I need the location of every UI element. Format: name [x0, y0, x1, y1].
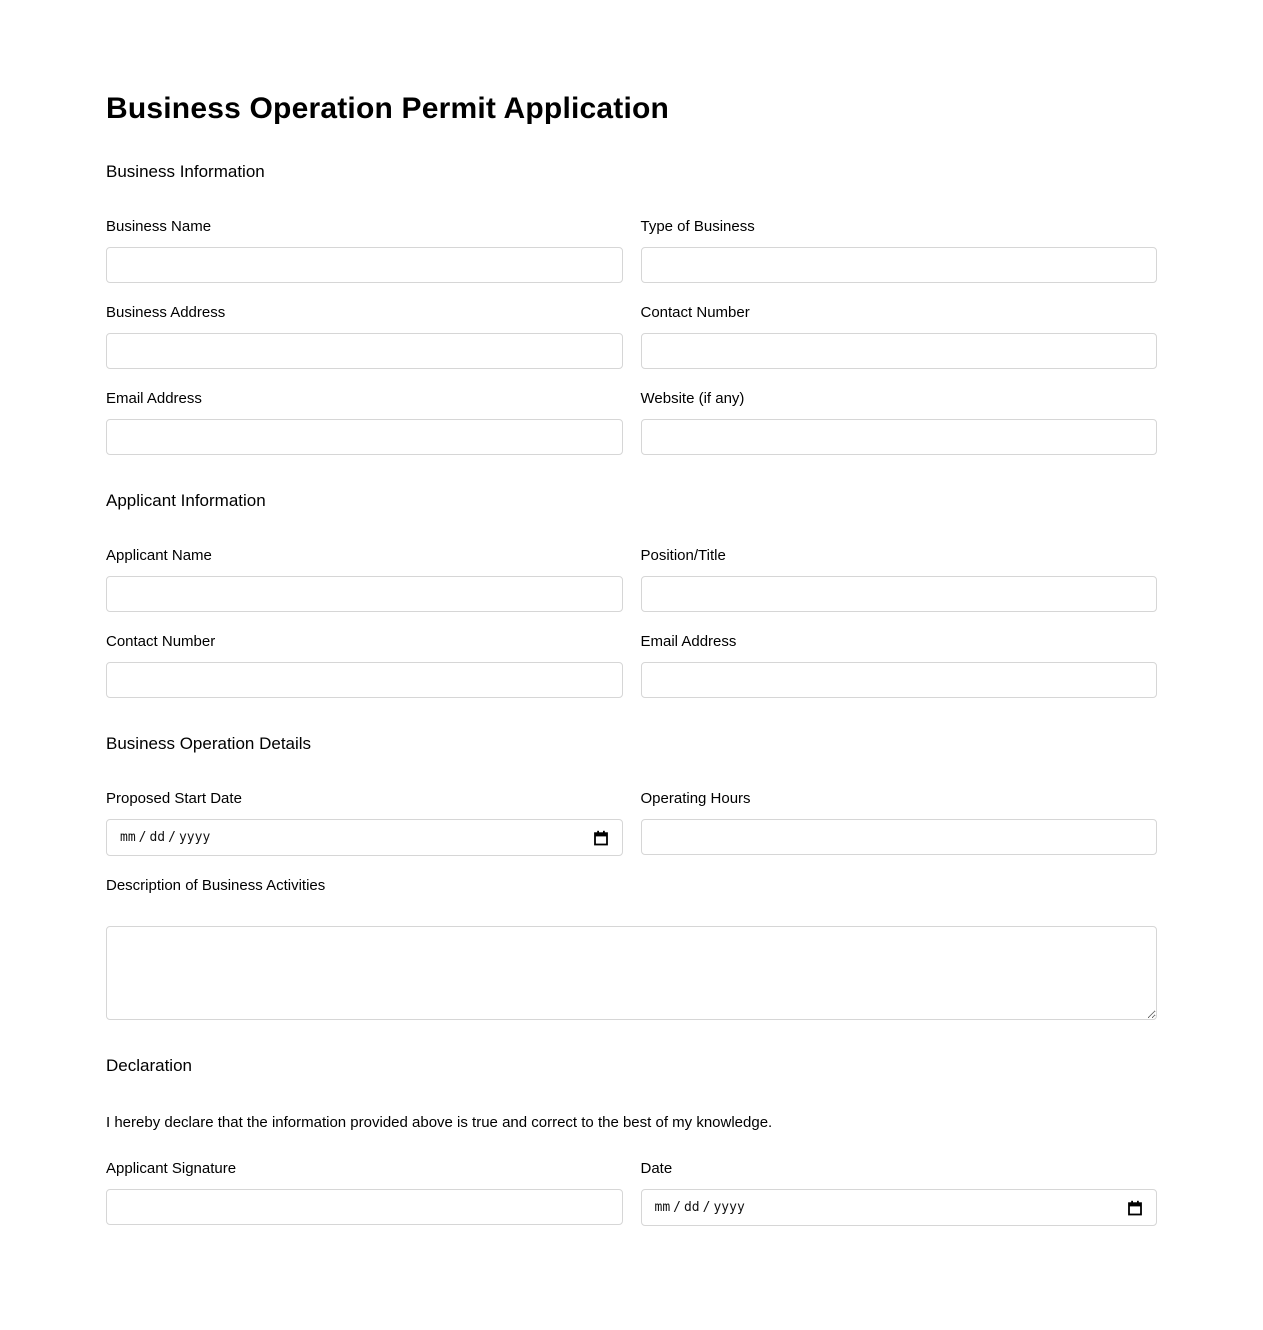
- business-address-field: [106, 304, 623, 369]
- business-email-input[interactable]: [106, 419, 623, 455]
- declaration-date-field: [641, 1160, 1158, 1226]
- business-operation-details-heading: Business Operation Details: [106, 734, 312, 753]
- applicant-signature-input[interactable]: [106, 1189, 623, 1225]
- form-row: [106, 218, 1157, 283]
- declaration-heading: Declaration: [106, 1056, 192, 1075]
- form-row: [106, 304, 1157, 369]
- website-field: [641, 390, 1158, 455]
- declaration-date-input[interactable]: [641, 1189, 1158, 1226]
- type-of-business-label: Type of Business: [640, 218, 755, 235]
- applicant-name-field: [106, 547, 623, 612]
- form-row: [106, 790, 1157, 856]
- operating-hours-label: Operating Hours: [640, 790, 751, 807]
- applicant-name-label: Applicant Name: [106, 547, 212, 564]
- applicant-name-input[interactable]: [106, 576, 623, 612]
- applicant-email-input[interactable]: [641, 662, 1158, 698]
- business-address-input[interactable]: [106, 333, 623, 369]
- position-title-input[interactable]: [641, 576, 1158, 612]
- applicant-email-field: [641, 633, 1158, 698]
- business-name-label: Business Name: [106, 218, 212, 235]
- applicant-information-heading: Applicant Information: [106, 491, 266, 510]
- type-of-business-input[interactable]: [641, 247, 1158, 283]
- business-email-field: [106, 390, 623, 455]
- website-label: Website (if any): [640, 390, 745, 407]
- page-title: Business Operation Permit Application: [106, 92, 670, 125]
- proposed-start-date-field: [106, 790, 623, 856]
- business-information-heading: Business Information: [106, 162, 265, 181]
- applicant-contact-number-field: [106, 633, 623, 698]
- date-placeholder: mm / dd / yyyy: [120, 830, 211, 845]
- business-activities-label: Description of Business Activities: [106, 877, 326, 894]
- position-title-label: Position/Title: [640, 547, 726, 564]
- declaration-text: I hereby declare that the information provided above is true and correct to the best of my knowledge.: [106, 1114, 773, 1131]
- declaration-date-label: Date: [640, 1160, 673, 1177]
- date-placeholder: mm / dd / yyyy: [654, 1200, 745, 1215]
- form-row: [106, 390, 1157, 455]
- form-row: [106, 547, 1157, 612]
- business-address-label: Business Address: [106, 304, 226, 321]
- form-row: [106, 1160, 1157, 1226]
- applicant-signature-field: [106, 1160, 623, 1226]
- business-activities-field: [106, 877, 1157, 1020]
- proposed-start-date-input[interactable]: [106, 819, 623, 856]
- applicant-contact-number-input[interactable]: [106, 662, 623, 698]
- business-name-field: [106, 218, 623, 283]
- proposed-start-date-label: Proposed Start Date: [106, 790, 242, 807]
- applicant-signature-label: Applicant Signature: [106, 1160, 237, 1177]
- position-title-field: [641, 547, 1158, 612]
- applicant-contact-number-label: Contact Number: [106, 633, 216, 650]
- website-input[interactable]: [641, 419, 1158, 455]
- business-contact-number-label: Contact Number: [640, 304, 750, 321]
- business-name-input[interactable]: [106, 247, 623, 283]
- form-row: [106, 633, 1157, 698]
- operating-hours-input[interactable]: [641, 819, 1158, 855]
- permit-application-form: [106, 0, 1157, 1226]
- operating-hours-field: [641, 790, 1158, 856]
- business-contact-number-input[interactable]: [641, 333, 1158, 369]
- calendar-icon[interactable]: [1127, 1200, 1143, 1216]
- type-of-business-field: [641, 218, 1158, 283]
- calendar-icon[interactable]: [593, 830, 609, 846]
- business-activities-textarea[interactable]: [106, 926, 1157, 1020]
- business-contact-number-field: [641, 304, 1158, 369]
- business-email-label: Email Address: [106, 390, 202, 407]
- applicant-email-label: Email Address: [640, 633, 737, 650]
